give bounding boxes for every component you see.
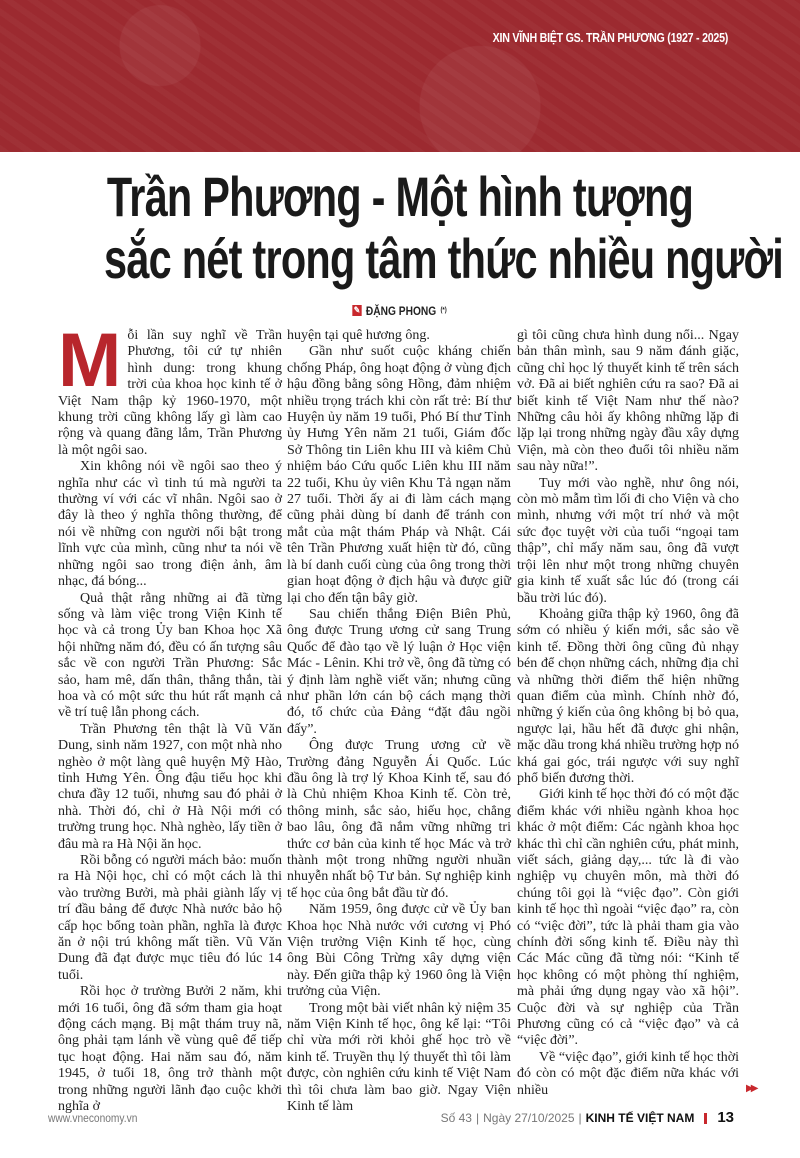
paragraph: Năm 1959, ông được cử về Ủy ban Khoa học Nhà nước với cương vị Phó Viện trưởng Viện Kinh tế học, cùng ông Bùi Công Trừng xây dựng viện này. Đến giữa thập kỷ 1960 ông là Viện trưởng của Viện. [287, 902, 511, 1000]
footer-info [441, 1110, 734, 1126]
paragraph: Về “việc đạo”, giới kinh tế học thời đó còn có một đặc điểm nữa khác với nhiều [517, 1049, 739, 1098]
author-name: ĐẶNG PHONG [366, 303, 437, 318]
issue-number: Số 43 [440, 1111, 472, 1125]
header-banner [0, 0, 800, 152]
section-kicker: XIN VĨNH BIỆT GS. TRẦN PHƯƠNG (1927 - 2025) [492, 30, 728, 45]
title-line-2: sắc nét trong tâm thức nhiều người [104, 227, 784, 290]
paragraph [58, 318, 282, 459]
double-arrow-right-icon: ▶▶ [746, 1083, 756, 1094]
paragraph-text: ỗi lần suy nghĩ về Trần Phương, tôi cứ tự nhiên hình dung: trong khung trời của khoa học kinh tế ở Việt Nam thập kỷ 1960-1970, một khung trời cũng không lấy gì làm cao rộng và quang đãng lắm, Trần Phương là một ngôi sao. [58, 328, 282, 458]
drop-cap: M [58, 318, 122, 403]
paragraph: Gần như suốt cuộc kháng chiến chống Pháp, ông hoạt động ở vùng địch hậu đồng bằng sông Hồng, đảm nhiệm nhiều trọng trách khi còn rất trẻ: Bí thư Huyện ủy năm 19 tuổi, Phó Bí thư Tỉnh ủy Hưng Yên năm 21 tuổi, Giám đốc Sở Thông tin Liên khu III và kiêm Chủ nhiệm báo Cứu quốc Liên khu III năm 22 tuổi, Khu ủy viên Khu Tả ngạn năm 27 tuổi. Thời ấy ai đi làm cách mạng cũng phải dùng bí danh để tránh con mắt của mật thám Pháp và Nhật. Cái tên Trần Phương xuất hiện từ đó, cũng là bí danh cuối cùng của ông trong thời gian hoạt động ở địch hậu và được giữ lại cho đến tận bây giờ. [287, 344, 511, 606]
separator: | [475, 1111, 480, 1125]
magazine-name: KINH TẾ VIỆT NAM [585, 1111, 695, 1125]
article-title [0, 166, 800, 290]
article-column-2 [287, 328, 511, 1116]
paragraph: Trong một bài viết nhân kỷ niệm 35 năm Viện Kinh tế học, ông kể lại: “Tôi chỉ vừa mới rời khỏi ghế học trò về kinh tế. Truyền thụ lý thuyết thì tôi làm được, còn nghiên cứu kinh tế Việt Nam thì tôi chưa làm bao giờ. Ngay Viện Kinh tế làm [287, 1000, 511, 1115]
article-column-1 [58, 318, 282, 1116]
paragraph: Rồi học ở trường Bưởi 2 năm, khi mới 16 tuổi, ông đã sớm tham gia hoạt động cách mạng. Bị mật thám truy nã, ông phải tạm lánh về vùng quê để tiếp tục hoạt động. Hai năm sau đó, năm 1945, ở tuổi 18, ông trở thành một trong những người lãnh đạo cuộc khởi nghĩa ở [58, 984, 282, 1115]
paragraph: huyện tại quê hương ông. [287, 328, 430, 343]
page-number: 13 [717, 1109, 734, 1126]
paragraph: Sau chiến thắng Điện Biên Phủ, ông được Trung ương cử sang Trung Quốc để đào tạo về lý luận ở Học viện Mác - Lênin. Khi trở về, ông đã từng có ý định làm nghề viết văn; nhưng cũng như phần lớn cán bộ cách mạng thời đó, tổ chức của Đảng “đặt đâu ngồi đấy”. [287, 606, 511, 737]
pen-icon: ✎ [354, 305, 361, 315]
article-column-3 [517, 328, 739, 1099]
paragraph: Ông được Trung ương cử về Trường đảng Nguyễn Ái Quốc. Lúc đầu ông là trợ lý Khoa Kinh tế, sau đó là Chủ nhiệm Khoa Kinh tế. Còn trẻ, thông minh, sắc sảo, hiếu học, chẳng bao lâu, ông đã nắm vững những tri thức cơ bản của kinh tế học Mác và trở thành một trong những người nhuần nhuyễn nhất bộ Tư bản. Sự nghiệp kinh tế học của ông bắt đầu từ đó. [287, 738, 511, 901]
footer-website: www.vneconomy.vn [48, 1111, 138, 1125]
byline [0, 302, 800, 318]
title-line-1: Trần Phương - Một hình tượng [106, 165, 694, 228]
paragraph: Xin không nói về ngôi sao theo ý nghĩa như các vì tinh tú mà người ta thường ví với các vĩ nhân. Ngôi sao ở đây là theo ý nghĩa thông thường, để nói về những con người nổi bật trong lĩnh vực của mình, cũng như ta nói về những ngôi sao trong điện ảnh, âm nhạc, đá bóng... [58, 459, 282, 590]
author-note: (*) [440, 306, 448, 314]
accent-bar [704, 1113, 707, 1124]
paragraph: Khoảng giữa thập kỷ 1960, ông đã sớm có nhiều ý kiến mới, sắc sảo về kinh tế. Đồng thời ông cũng đủ nhạy bén để chọn những cách, những địa chỉ và những thời điểm thể hiện những quan điểm của mình. Chính nhờ đó, những ý kiến của ông không bị bỏ qua, ngược lại, hầu hết đã được ghi nhận, mặc dầu trong khá nhiều trường hợp nó khá gai góc, trái ngược với suy nghĩ phổ biến đương thời. [517, 606, 739, 786]
paragraph: Quả thật rằng những ai đã từng sống và làm việc trong Viện Kinh tế học và cả trong Ủy ban Khoa học Xã hội những năm đó, đều có ấn tượng sâu sắc về con người Trần Phương: Sắc sảo, ham mê, dấn thân, thẳng thắn, tài hoa và có một sức thu hút rất mạnh cả về trí tuệ lẫn phong cách. [58, 590, 282, 721]
paragraph: Tuy mới vào nghề, như ông nói, còn mò mẫm tìm lối đi cho Viện và cho mình, nhưng với một trí nhớ và một sức đọc tuyệt vời của tuổi “ngoại tam thập”, chỉ mấy năm sau, ông đã vượt trội lên như một trong những chuyên gia kinh tế xuất sắc lúc đó (trong cái bầu trời lúc đó). [517, 475, 739, 606]
paragraph: gì tôi cũng chưa hình dung nổi... Ngay bản thân mình, sau 9 năm đánh giặc, cũng chỉ học lý thuyết kinh tế trên sách vở. Đã ai biết nghiên cứu ra sao? Đã ai biết kinh tế Việt Nam như thế nào? Những câu hỏi ấy không những lặp đi lặp lại trong những ngày đầu xây dựng Viện, mà còn theo đuổi tôi nhiều năm sau này nữa!”. [517, 328, 739, 475]
paragraph: Rồi bỗng có người mách bảo: muốn ra Hà Nội học, chỉ có một cách là thi vào trường Bưởi, mà phải giành lấy vị trí đầu bảng để được Nhà nước bảo hộ cấp học bổng toàn phần, nghĩa là được ăn ở nội trú không mất tiền. Vũ Văn Dung đã đạt được mục tiêu đó lúc 14 tuổi. [58, 853, 282, 983]
issue-date: Ngày 27/10/2025 [483, 1111, 575, 1125]
paragraph: Trần Phương tên thật là Vũ Văn Dung, sinh năm 1927, con một nhà nho nghèo ở một làng quê huyện Mỹ Hào, tỉnh Hưng Yên. Ông đậu tiểu học khi chưa đầy 12 tuổi, nhưng sau đó phải ở nhà. Thời đó, chỉ ở Hà Nội mới có trường trung học. Nhà nghèo, lấy tiền ở đâu mà ra Hà Nội ăn học. [58, 721, 282, 852]
paragraph: Giới kinh tế học thời đó có một đặc điểm khác với nhiều ngành khoa học khác ở một điểm: Các ngành khoa học khác thì chỉ cần nghiên cứu, phát minh, viết sách, giảng dạy,... tức là đi vào nghiệp vụ chuyên môn, mà thời đó chúng tôi gọi là “việc đạo”. Còn giới kinh tế học thì ngoài “việc đạo” ra, còn có “việc đời”, tức là phải tham gia vào chính đời sống kinh tế. Điều này thì Các Mác cũng đã từng nói: “Kinh tế học không có một phòng thí nghiệm, mà phải ứng dụng ngay vào xã hội”. Cuộc đời và sự nghiệp của Trần Phương cũng có cả “việc đạo” và cả “việc đời”. [517, 787, 739, 1049]
separator: | [578, 1111, 582, 1125]
